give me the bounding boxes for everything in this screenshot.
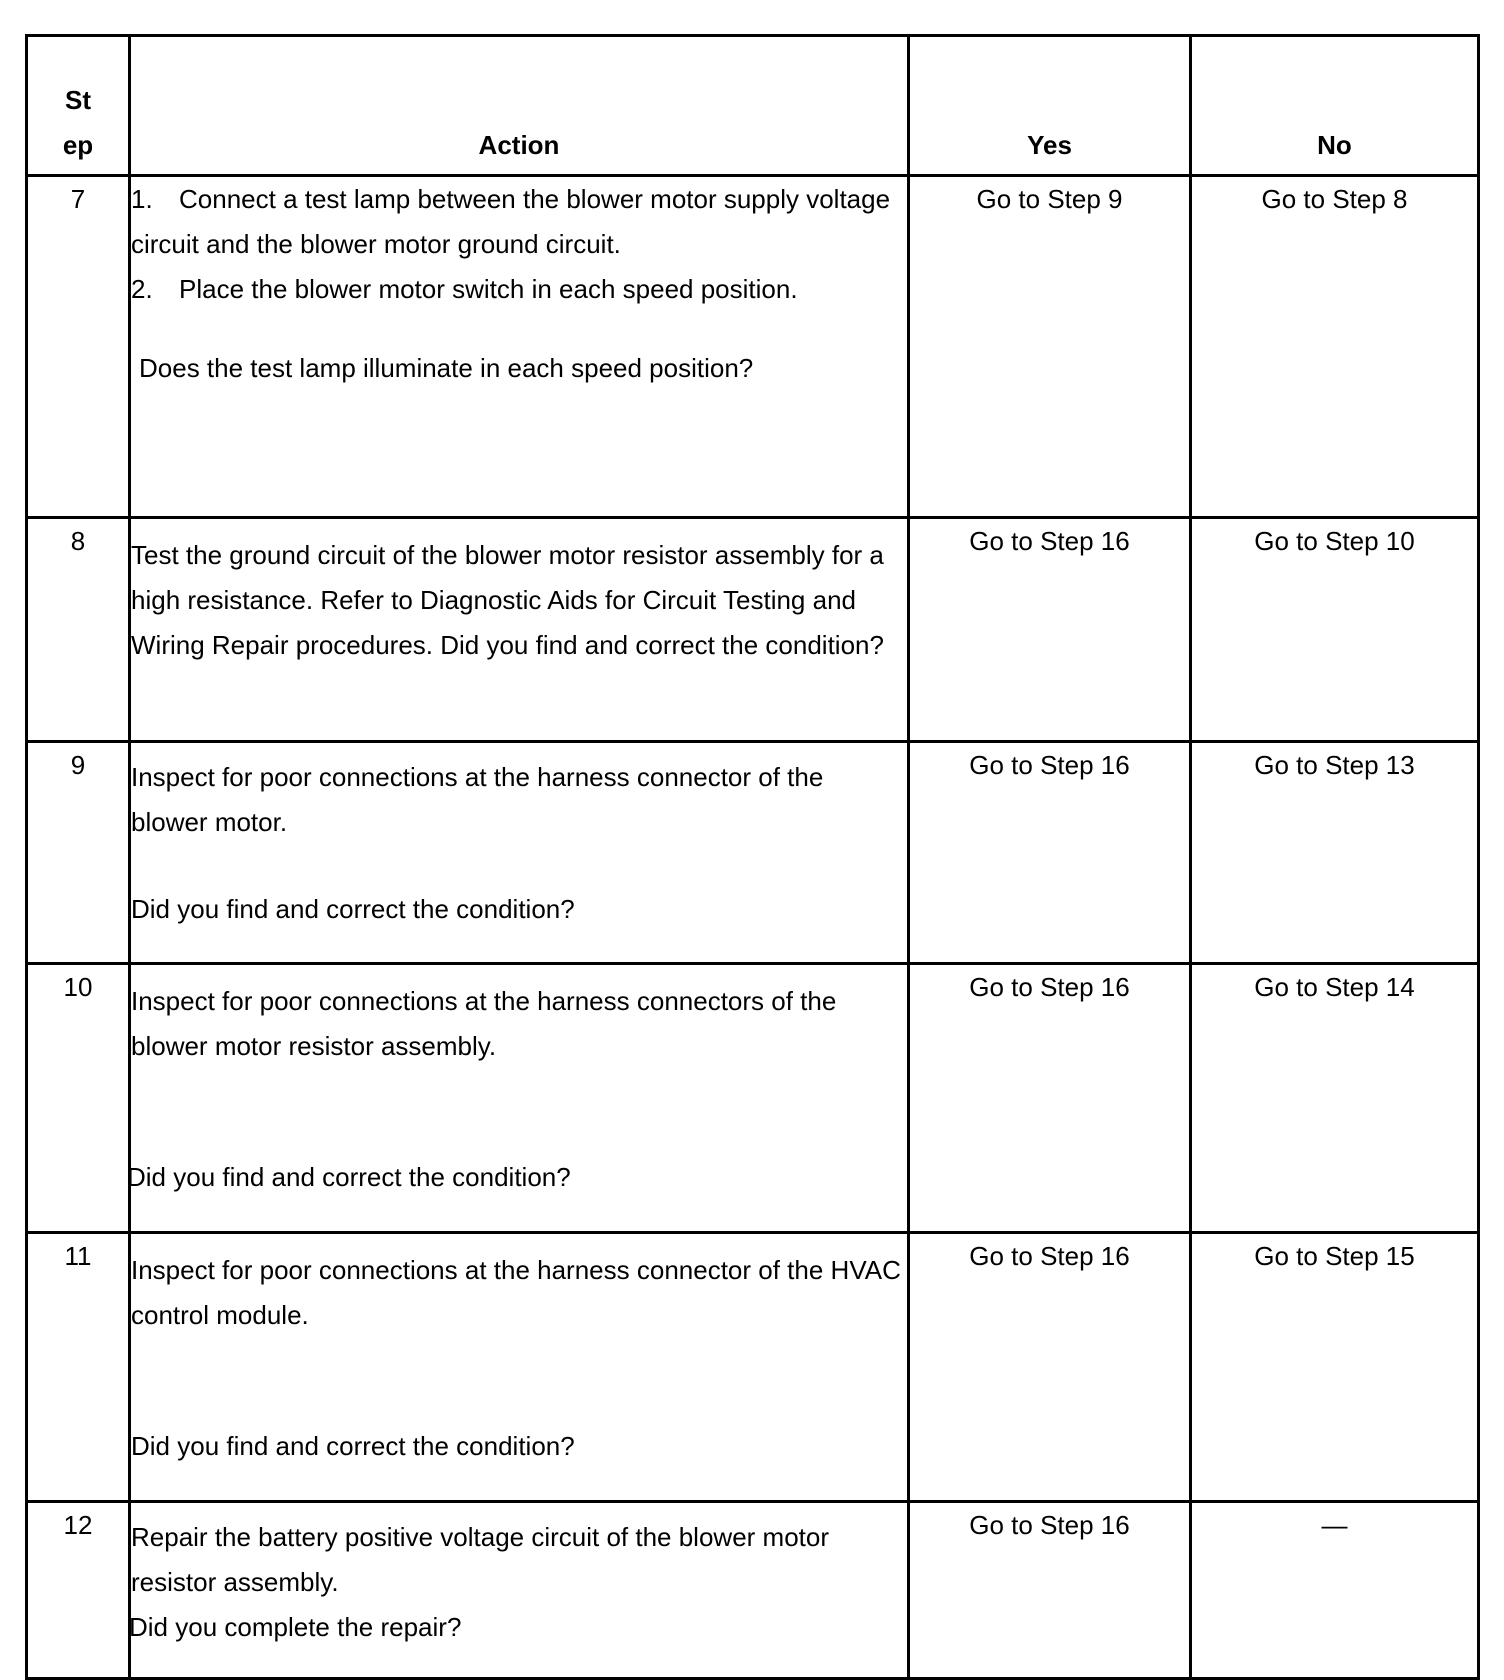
action-cell — [130, 518, 909, 742]
item-text: Place the blower motor switch in each speed position. — [179, 274, 798, 304]
yes-cell: Go to Step 16 — [909, 964, 1191, 1233]
no-cell: Go to Step 8 — [1191, 176, 1479, 518]
no-cell: Go to Step 13 — [1191, 742, 1479, 964]
table-row — [27, 1233, 1479, 1502]
action-cell — [127, 964, 909, 1233]
no-cell: Go to Step 14 — [1191, 964, 1479, 1233]
action-question: Did you find and correct the condition? — [131, 894, 575, 924]
no-cell: — — [1191, 1502, 1479, 1679]
table-row — [27, 518, 1479, 742]
step-number: 8 — [27, 518, 130, 742]
action-item — [131, 267, 907, 312]
table-row — [27, 964, 1479, 1233]
action-cell — [130, 742, 909, 964]
header-step-line1: St — [65, 85, 91, 115]
step-number: 10 — [27, 964, 130, 1233]
header-yes: Yes — [909, 36, 1191, 176]
action-question: Did you find and correct the condition? — [131, 1431, 575, 1461]
action-text: Inspect for poor connections at the harness connector of the HVAC control module. — [131, 1255, 901, 1330]
yes-cell: Go to Step 16 — [909, 1502, 1191, 1679]
yes-cell: Go to Step 16 — [909, 518, 1191, 742]
table-row — [27, 176, 1479, 518]
no-cell: Go to Step 15 — [1191, 1233, 1479, 1502]
item-text: Connect a test lamp between the blower motor supply voltage circuit and the blower motor ground circuit. — [131, 184, 891, 259]
step-number: 12 — [27, 1502, 130, 1679]
step-number: 7 — [27, 176, 130, 518]
steps-table — [25, 34, 1480, 1680]
item-number: 1. — [131, 184, 153, 214]
action-text: Repair the battery positive voltage circuit of the blower motor resistor assembly. — [131, 1522, 830, 1597]
header-action: Action — [130, 36, 909, 176]
action-text: Test the ground circuit of the blower motor resistor assembly for a high resistance. Refer to Diagnostic Aids for Circuit Testing and Wiring Repair procedures. Did you find and correct the condition? — [131, 540, 884, 660]
action-item — [131, 177, 907, 267]
header-no: No — [1191, 36, 1479, 176]
action-cell — [130, 176, 909, 518]
yes-cell: Go to Step 16 — [909, 742, 1191, 964]
table-row — [27, 1502, 1479, 1679]
no-cell: Go to Step 10 — [1191, 518, 1479, 742]
action-question: Does the test lamp illuminate in each speed position? — [139, 353, 754, 383]
diagnostic-step-table — [25, 34, 1477, 1680]
action-text: Inspect for poor connections at the harness connectors of the blower motor resistor assembly. — [131, 986, 837, 1061]
step-number: 11 — [27, 1233, 130, 1502]
header-step — [27, 36, 130, 176]
action-cell — [130, 1502, 909, 1679]
action-question: Did you complete the repair? — [129, 1612, 462, 1642]
yes-cell: Go to Step 16 — [909, 1233, 1191, 1502]
item-number: 2. — [131, 274, 153, 304]
table-row — [27, 742, 1479, 964]
header-step-line2: ep — [62, 130, 94, 160]
action-text: Inspect for poor connections at the harness connector of the blower motor. — [131, 762, 824, 837]
table-header-row — [27, 36, 1479, 176]
yes-cell: Go to Step 9 — [909, 176, 1191, 518]
step-number: 9 — [27, 742, 130, 964]
action-cell — [130, 1233, 909, 1502]
action-question: Did you find and correct the condition? — [127, 1162, 571, 1192]
